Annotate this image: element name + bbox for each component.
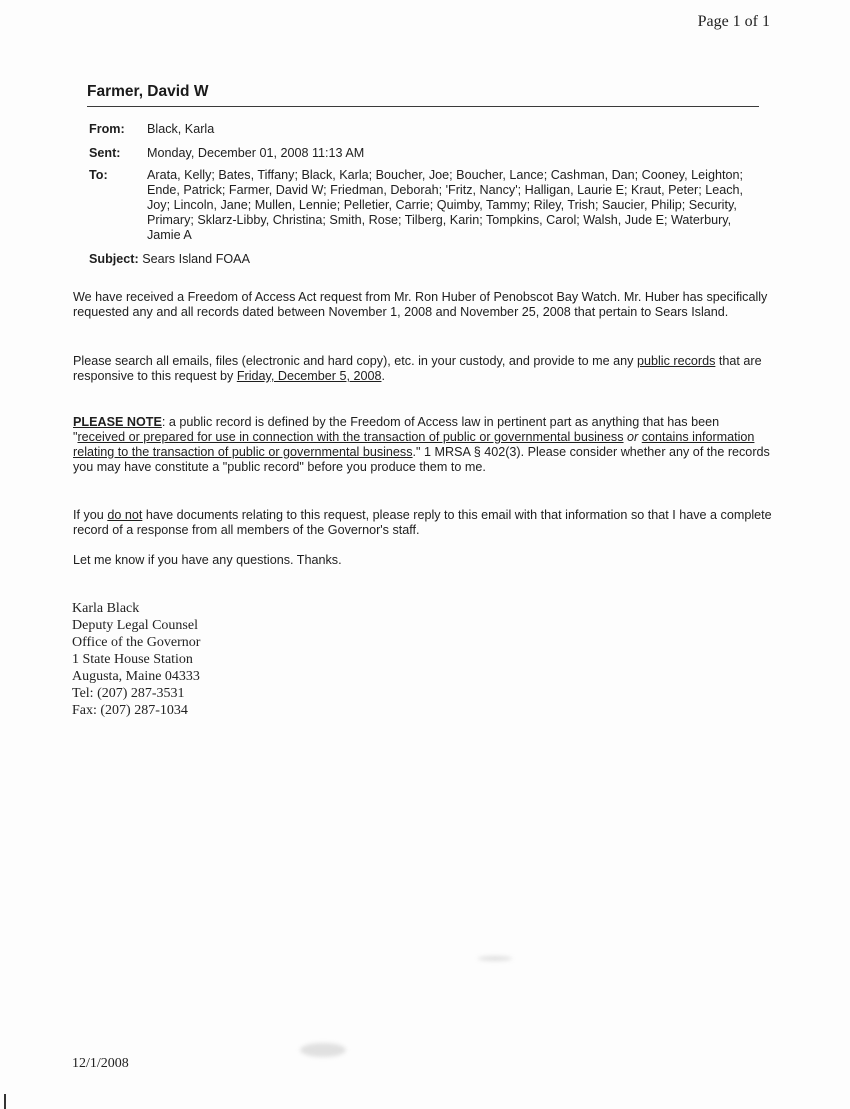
or-word: or [623, 430, 642, 444]
signature-name: Karla Black [72, 601, 140, 616]
no-docs-text-end: have documents relating to this request, please reply to this email with that information so that I have a complete record of a response from all members of the Governor's staff. [73, 508, 772, 537]
do-not-phrase: do not [107, 508, 143, 522]
body-paragraph-request: We have received a Freedom of Access Act request from Mr. Ron Huber of Penobscot Bay Watch. Mr. Huber has specifically requested any and all records dated between November 1, 2008 and November 25, 2008 that pertain to Sears Island. [73, 290, 768, 319]
page-number: Page 1 of 1 [697, 13, 770, 30]
scan-edge-mark [4, 1094, 6, 1109]
scan-smudge [300, 1043, 346, 1057]
body-paragraph-note [73, 415, 773, 475]
body-paragraph-closing: Let me know if you have any questions. Thanks. [73, 553, 342, 567]
subject-line [89, 252, 250, 267]
from-value: Black, Karla [147, 122, 215, 136]
public-records-phrase: public records [636, 354, 716, 368]
search-text-middle: that are responsive to this request by [73, 354, 762, 383]
definition-phrase-1: received or prepared for use in connection with the transaction of public or governmental business [77, 430, 624, 444]
subject-label: Subject: [89, 252, 139, 266]
signature-title: Deputy Legal Counsel [72, 618, 198, 633]
body-paragraph-no-documents [73, 508, 773, 538]
scan-smudge [478, 956, 512, 961]
footer-print-date: 12/1/2008 [72, 1056, 129, 1071]
signature-block [72, 600, 200, 719]
signature-address-line-2: Augusta, Maine 04333 [72, 669, 200, 684]
note-text-end: ." 1 MRSA § 402(3). Please consider whether any of the records you may have constitute a "public record" before you produce them to me. [73, 445, 770, 474]
to-recipients: Arata, Kelly; Bates, Tiffany; Black, Karla; Boucher, Joe; Boucher, Lance; Cashman, Dan; Cooney, Leighton; Ende, Patrick; Farmer, David W; Friedman, Deborah; 'Fritz, Nancy'; Halligan, Laurie E; Kraut, Peter; Leach, Joy; Lincoln, Jane; Mullen, Lennie; Pelletier, Carrie; Quimby, Tammy; Riley, Trish; Saucier, Philip; Security, Primary; Sklarz-Libby, Christina; Smith, Rose; Tilberg, Karin; Tompkins, Carol; Walsh, Jude E; Waterbury, Jamie A [147, 168, 744, 242]
header-divider [87, 106, 759, 107]
signature-address-line-1: 1 State House Station [72, 652, 193, 667]
body-paragraph-search [73, 354, 773, 384]
sent-value: Monday, December 01, 2008 11:13 AM [147, 146, 365, 160]
signature-telephone: Tel: (207) 287-3531 [72, 686, 185, 701]
sent-label: Sent: [89, 146, 121, 160]
please-note-label: PLEASE NOTE [73, 415, 162, 429]
note-text-start: : a public record is defined by the Freedom of Access law in pertinent part as anything that has been " [73, 415, 720, 444]
to-label: To: [89, 168, 108, 182]
signature-office: Office of the Governor [72, 635, 201, 650]
mailbox-owner-name: Farmer, David W [87, 83, 209, 100]
definition-phrase-2: contains information relating to the transaction of public or governmental business [73, 430, 755, 459]
subject-value: Sears Island FOAA [142, 252, 250, 266]
no-docs-text-start: If you [73, 508, 108, 522]
search-text-start: Please search all emails, files (electronic and hard copy), etc. in your custody, and provide to me any [73, 354, 637, 368]
from-label: From: [89, 122, 125, 136]
search-text-end: . [381, 369, 385, 383]
deadline-date: Friday, December 5, 2008 [236, 369, 382, 383]
signature-fax: Fax: (207) 287-1034 [72, 703, 188, 718]
